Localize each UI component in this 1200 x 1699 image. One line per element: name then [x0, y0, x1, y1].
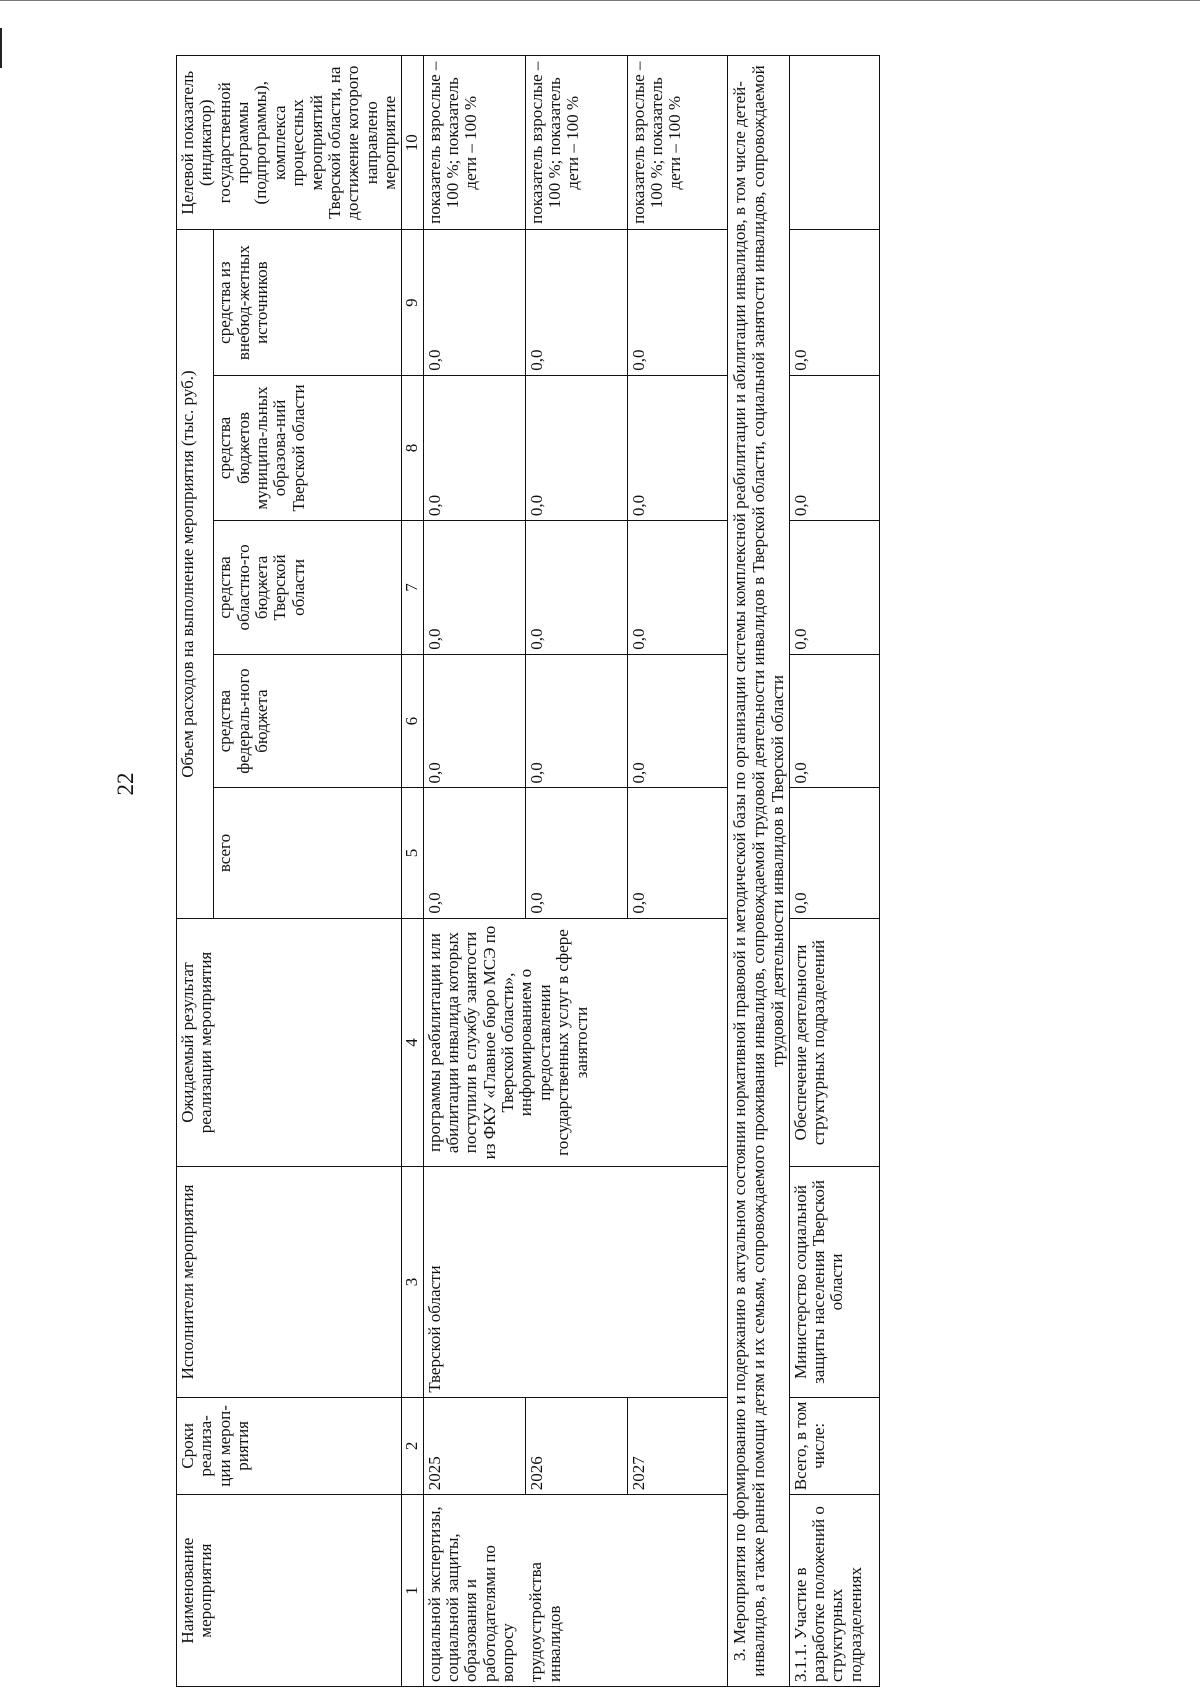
expense-total: 0,0: [627, 788, 727, 918]
expense-municipal: 0,0: [789, 375, 879, 520]
column-number: 3: [402, 1167, 423, 1397]
expense-total: 0,0: [423, 788, 525, 918]
header-federal: средства федераль-ного бюджета: [214, 654, 402, 788]
expected-result: программы реабилитации или абилитации инвалида которых поступили в службу занятости из ФКУ «Главное бюро МСЭ по Тверской области», информированием о предоставлении государственных услуг в сфере занятости: [423, 918, 727, 1167]
period-year: 2027: [627, 1397, 727, 1495]
header-regional: средства областно-го бюджета Тверской области: [214, 521, 402, 655]
header-expected-result: Ожидаемый результат реализации мероприятия: [177, 918, 402, 1167]
expense-municipal: 0,0: [627, 375, 727, 520]
table-row: [627, 56, 727, 1687]
header-expenses-group: Объем расходов на выполнение мероприятия (тыс. руб.): [177, 230, 214, 918]
target-indicator: показатель взрослые – 100 %; показатель дети – 100 %: [627, 56, 727, 230]
target-indicator: показатель взрослые – 100 %; показатель дети – 100 %: [525, 56, 627, 230]
column-number: 8: [402, 375, 423, 520]
expense-federal: 0,0: [423, 654, 525, 788]
section-row: [727, 56, 789, 1687]
header-target-indicator: Целевой показатель (индикатор) государственной программы (подпрограммы), комплекса процессных мероприятий Тверской области, на достижение которого направлено мероприятие: [177, 56, 402, 230]
header-row: [177, 56, 214, 1687]
expense-municipal: 0,0: [525, 375, 627, 520]
table-row: [423, 56, 525, 1687]
column-number: 4: [402, 918, 423, 1167]
expense-extrabudgetary: 0,0: [627, 230, 727, 375]
header-name: Наименование мероприятия: [177, 1495, 402, 1687]
activity-executor: Министерство социальной защиты населения Тверской области: [789, 1167, 879, 1397]
expense-table: [176, 55, 880, 1687]
header-period: Сроки реализа-ции мероп-риятия: [177, 1397, 402, 1495]
activity-executor: Тверской области: [423, 1167, 727, 1397]
expense-total: 0,0: [789, 788, 879, 918]
expense-extrabudgetary: 0,0: [423, 230, 525, 375]
expense-regional: 0,0: [423, 521, 525, 655]
target-indicator: показатель взрослые – 100 %; показатель дети – 100 %: [423, 56, 525, 230]
expense-extrabudgetary: 0,0: [789, 230, 879, 375]
page-number: 22: [113, 772, 138, 796]
column-number-row: [402, 56, 423, 1687]
header-total: всего: [214, 788, 402, 918]
expense-regional: 0,0: [627, 521, 727, 655]
period-year: 2026: [525, 1397, 627, 1495]
activity-name: 3.1.1. Участие в разработке положений о структурных подразделениях: [789, 1495, 879, 1687]
column-number: 6: [402, 654, 423, 788]
expense-regional: 0,0: [525, 521, 627, 655]
section-title: 3. Мероприятия по формированию и подержанию в актуальном состоянии нормативной правовой и методической базы по организации системы комплексной реабилитации и абилитации инвалидов, в том числе детей-инвалидов, а также ранней помощи детям и их семьям, сопровождаемого проживания инвалидов, сопровождаемой трудовой деятельности инвалидов в Тверской области, социальной занятости инвалидов, сопровождаемой трудовой деятельности инвалидов в Тверской области: [727, 56, 789, 1687]
expense-extrabudgetary: 0,0: [525, 230, 627, 375]
column-number: 1: [402, 1495, 423, 1687]
activity-name: социальной экспертизы, социальной защиты, образования и работодателями по вопросу: [423, 1495, 525, 1687]
activity-name: трудоустройства инвалидов: [525, 1495, 727, 1687]
header-extrabudgetary: средства из внебюд-жетных источников: [214, 230, 402, 375]
expense-regional: 0,0: [789, 521, 879, 655]
period-year: 2025: [423, 1397, 525, 1495]
column-number: 5: [402, 788, 423, 918]
table-row: [525, 56, 627, 1687]
column-number: 9: [402, 230, 423, 375]
expense-total: 0,0: [525, 788, 627, 918]
header-executor: Исполнители мероприятия: [177, 1167, 402, 1397]
expense-municipal: 0,0: [423, 375, 525, 520]
column-number: 10: [402, 56, 423, 230]
period: Всего, в том числе:: [789, 1397, 879, 1495]
column-number: 7: [402, 521, 423, 655]
expense-federal: 0,0: [789, 654, 879, 788]
header-municipal: средства бюджетов муниципа-льных образова-ний Тверской области: [214, 375, 402, 520]
target-indicator: [789, 56, 879, 230]
column-number: 2: [402, 1397, 423, 1495]
expected-result: Обеспечение деятельности структурных подразделений: [789, 918, 879, 1167]
expense-federal: 0,0: [525, 654, 627, 788]
table-row: [789, 56, 879, 1687]
expense-federal: 0,0: [627, 654, 727, 788]
